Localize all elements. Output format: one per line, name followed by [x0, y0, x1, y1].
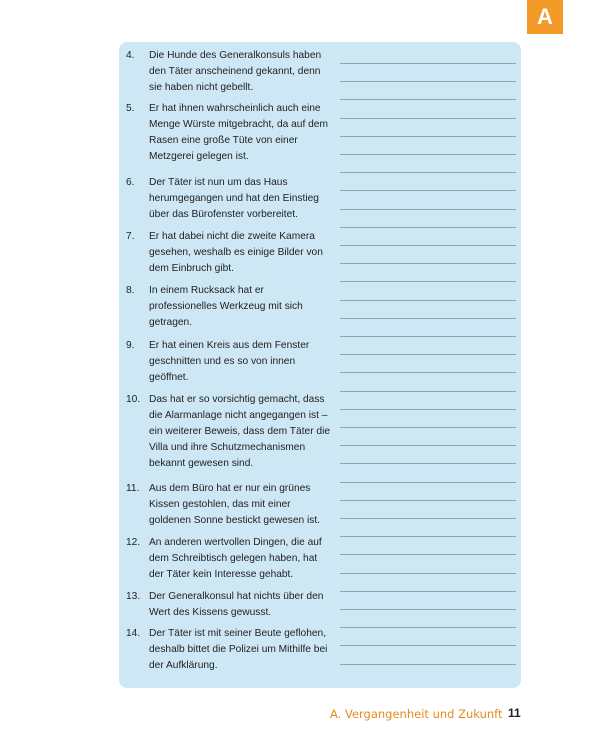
- answer-line: [340, 609, 516, 610]
- answer-line: [340, 227, 516, 228]
- answer-line: [340, 445, 516, 446]
- answer-line: [340, 518, 516, 519]
- answer-line: [340, 172, 516, 173]
- item-number: 5.: [126, 103, 135, 114]
- item-text: Er hat einen Kreis aus dem Fenster geschnitten und es so von innen geöffnet.: [149, 340, 310, 383]
- answer-line: [340, 281, 516, 282]
- item-number: 10.: [126, 394, 141, 405]
- answer-line: [340, 190, 516, 191]
- item-number: 7.: [126, 231, 135, 242]
- answer-line: [340, 664, 516, 665]
- item-text: Er hat ihnen wahrscheinlich auch eine Menge Würste mitgebracht, da auf dem Rasen eine große Tüte von einer Metzgerei gelegen ist.: [149, 103, 328, 162]
- answer-line: [340, 627, 516, 628]
- answer-line: [340, 63, 516, 64]
- answer-line: [340, 427, 516, 428]
- item-number: 12.: [126, 537, 141, 548]
- item-number: 6.: [126, 177, 135, 188]
- answer-line: [340, 263, 516, 264]
- item-number: 13.: [126, 591, 141, 602]
- answer-line: [340, 336, 516, 337]
- item-number: 8.: [126, 285, 135, 296]
- answer-line: [340, 245, 516, 246]
- item-number: 14.: [126, 628, 141, 639]
- answer-line: [340, 463, 516, 464]
- answer-line: [340, 209, 516, 210]
- item-number: 11.: [126, 483, 140, 494]
- answer-line: [340, 409, 516, 410]
- answer-line: [340, 372, 516, 373]
- item-text: Der Generalkonsul hat nichts über den Wert des Kissens gewusst.: [149, 591, 324, 618]
- answer-line: [340, 573, 516, 574]
- answer-line: [340, 482, 516, 483]
- item-number: 9.: [126, 340, 135, 351]
- answer-line: [340, 300, 516, 301]
- answer-line: [340, 536, 516, 537]
- item-text: Die Hunde des Generalkonsuls haben den Täter anscheinend gekannt, denn sie haben nicht gebellt.: [149, 50, 322, 93]
- item-text: Das hat er so vorsichtig gemacht, dass die Alarmanlage nicht angegangen ist – ein weiterer Beweis, dass dem Täter die Villa und ihre Schutzmechanismen bekannt gewesen sind.: [149, 394, 331, 469]
- answer-line: [340, 81, 516, 82]
- item-text: Der Täter ist mit seiner Beute geflohen, deshalb bittet die Polizei um Mithilfe bei der Aufklärung.: [149, 628, 328, 671]
- item-number: 4.: [126, 50, 135, 61]
- item-text: Aus dem Büro hat er nur ein grünes Kissen gestohlen, das mit einer goldenen Sonne bestickt gewesen ist.: [149, 483, 321, 526]
- page-number: 11: [508, 706, 521, 720]
- item-text: Er hat dabei nicht die zweite Kamera gesehen, weshalb es einige Bilder von dem Einbruch gibt.: [149, 231, 323, 274]
- answer-line: [340, 154, 516, 155]
- answer-line: [340, 391, 516, 392]
- answer-line: [340, 99, 516, 100]
- answer-line: [340, 591, 516, 592]
- section-tab: [527, 0, 563, 34]
- section-letter: A: [537, 4, 553, 29]
- answer-line: [340, 118, 516, 119]
- answer-line: [340, 318, 516, 319]
- answer-line: [340, 554, 516, 555]
- item-text: Der Täter ist nun um das Haus herumgegangen und hat den Einstieg über das Bürofenster vorbereitet.: [149, 177, 319, 220]
- item-text: An anderen wertvollen Dingen, die auf dem Schreibtisch gelegen haben, hat der Täter kein Interesse gehabt.: [149, 537, 322, 580]
- answer-line: [340, 500, 516, 501]
- section-title: A. Vergangenheit und Zukunft: [330, 707, 503, 721]
- answer-line: [340, 354, 516, 355]
- item-text: In einem Rucksack hat er professionelles Werkzeug mit sich getragen.: [149, 285, 303, 328]
- answer-line: [340, 136, 516, 137]
- answer-line: [340, 645, 516, 646]
